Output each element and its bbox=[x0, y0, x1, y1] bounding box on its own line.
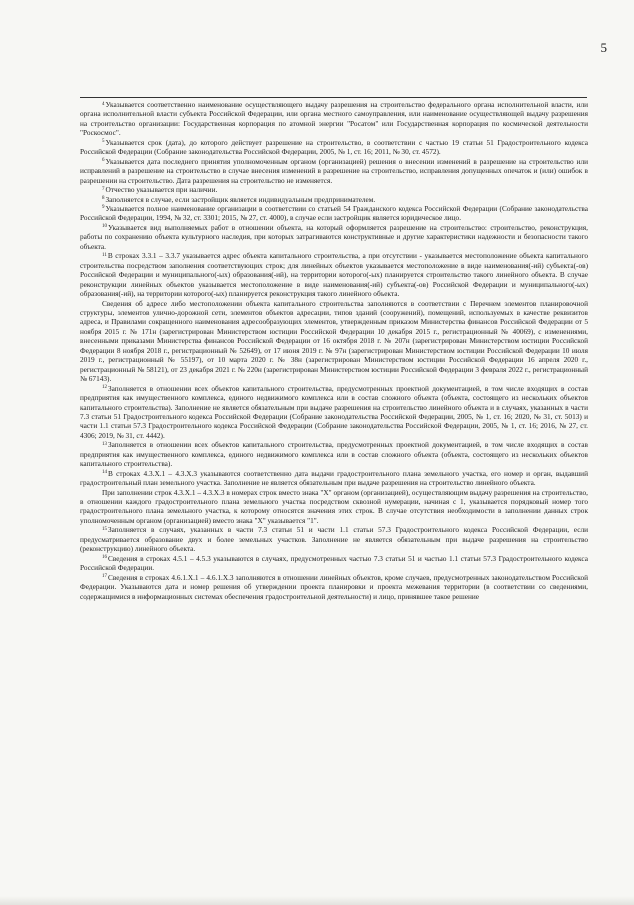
footnote-9 bbox=[80, 204, 588, 223]
footnote-text: Заполняется в случае, если застройщик является индивидуальным предпринимателем. bbox=[105, 194, 376, 204]
footnote-17 bbox=[80, 573, 588, 601]
footnote-text: Заполняется в отношении всех объектов капитального строительства, предусмотренных проектной документацией, в том числе входящих в состав предприятия как имущественного комплекса, единого недвижимого комплекса или в состав сложного объекта (объекта, состоящего из нескольких объектов капитального строительства). bbox=[80, 440, 588, 469]
footnote-text: Отчество указывается при наличии. bbox=[105, 185, 218, 195]
footnote-text: Сведения в строках 4.6.1.X.1 – 4.6.1.X.3 заполняются в отношении линейных объектов, кроме случаев, предусмотренных законодательством Российской Федерации. Указываются дата и номер решения об утверждении проекта планировки и проекта межевания территории (в соответствии со сведениями, содержащимися в информационных системах обеспечения градостроительной деятельности) и лицо, принявшее такое решение bbox=[80, 572, 588, 601]
footnote-mark: 4 bbox=[102, 101, 105, 107]
footnote-mark: 11 bbox=[102, 252, 107, 258]
scan-edge bbox=[0, 896, 634, 905]
footnote-mark: 16 bbox=[102, 555, 107, 561]
footnote-mark: 15 bbox=[102, 526, 107, 532]
footnote-11 bbox=[80, 251, 588, 298]
footnote-text: Сведения об адресе либо местоположении объекта капитального строительства заполняются в соответствии с Перечнем элементов планировочной структуры, элементов улично-дорожной сети, элементов объектов адресации, типов зданий (сооружений), помещений, используемых в качестве реквизитов адреса, и Правилами сокращенного наименования адресообразующих элементов, утвержденным приказом Министерства финансов Российской Федерации от 5 ноября 2015 г. № 171н (зарегистрирован Министерством юстиции Российской Федерации 10 декабря 2015 г., регистрационный № 40069), с изменениями, внесенными приказами Министерства финансов Российской Федерации от 16 октября 2018 г. № 207н (зарегистрирован Министерством юстиции Российской Федерации 8 ноября 2018 г., регистрационный № 52649), от 17 июня 2019 г. № 97н (зарегистрирован Министерством юстиции Российской Федерации 10 июля 2019 г., регистрационный № 55197), от 10 марта 2020 г. № 38н (зарегистрирован Министерством юстиции Российской Федерации 16 апреля 2020 г., регистрационный № 58121), от 23 декабря 2021 г. № 220н (зарегистрирован Министерством юстиции Российской Федерации 3 февраля 2022 г., регистрационный № 67143). bbox=[80, 298, 588, 384]
footnote-5 bbox=[80, 138, 588, 157]
footnote-text: Указывается соответственно наименование осуществляющего выдачу разрешения на строительство федерального органа исполнительной власти, или органа исполнительной власти субъекта Российской Федерации, или органа местного самоуправления, или наименование осуществляющей выдачу разрешения на строительство организации: Государственная корпорация по атомной энергии "Росатом" или Государственная корпорация по космической деятельности "Роскосмос". bbox=[80, 100, 588, 138]
footnote-15 bbox=[80, 525, 588, 553]
footnote-text: Указывается дата последнего принятия уполномоченным органом (организацией) решения о внесении изменений в разрешение на строительство или исправлений в разрешение на строительство в случае внесения изменений в разрешение на строительство, исправления допущенных опечаток и (или) ошибок в разрешении на строительство. Дата разрешения на строительство не изменяется. bbox=[80, 156, 588, 185]
footnote-13 bbox=[80, 440, 588, 468]
footnote-text: Сведения в строках 4.5.1 – 4.5.3 указываются в случаях, предусмотренных частью 7.3 статьи 51 и частью 1.1 статьи 57.3 Градостроительного кодекса Российской Федерации. bbox=[80, 553, 588, 573]
footnote-text: Заполняется в случаях, указанных в части 7.3 статьи 51 и части 1.1 статьи 57.3 Градостроительного кодекса Российской Федерации, если предусматривается образование двух и более земельных участков. Заполнение не является обязательным при выдаче разрешения на строительство (реконструкцию) линейного объекта. bbox=[80, 525, 588, 554]
footnote-14 bbox=[80, 469, 588, 488]
footnote-mark: 17 bbox=[102, 574, 107, 580]
page-number: 5 bbox=[600, 40, 607, 55]
footnote-continuation bbox=[80, 488, 588, 526]
footnote-7 bbox=[80, 185, 588, 194]
footnote-12 bbox=[80, 384, 588, 441]
footnotes bbox=[80, 100, 588, 601]
footnote-6 bbox=[80, 157, 588, 185]
footnote-mark: 9 bbox=[102, 205, 105, 211]
footnote-continuation bbox=[80, 299, 588, 384]
footnote-mark: 8 bbox=[102, 196, 105, 202]
footnote-mark: 12 bbox=[102, 385, 107, 391]
footnote-text: Указывается срок (дата), до которого действует разрешение на строительство, в соответствии с частью 19 статьи 51 Градостроительного кодекса Российской Федерации (Собрание законодательства Российской Федерации, 2005, № 1, ст. 16; 2011, № 30, ст. 4572). bbox=[80, 137, 588, 157]
footnote-mark: 7 bbox=[102, 186, 105, 192]
footnote-8 bbox=[80, 195, 588, 204]
footnote-text: В строках 3.3.1 – 3.3.7 указывается адрес объекта капитального строительства, а при отсутствии - указывается местоположение объекта капитального строительства посредством заполнения соответствующих строк; для линейных объектов указывается местоположение в виде наименования(-ий) субъекта(-ов) Российской Федерации и муниципального(-ых) образования(-ий), на территории которого(-ых) планируется строительство такого линейного объекта. В случае реконструкции линейных объектов указывается местоположение в виде наименования(-ий) субъекта(-ов) Российской Федерации и муниципального(-ых) образования(-ий), на территории которого(-ых) планируется реконструкция такого линейного объекта. bbox=[80, 251, 588, 299]
footnote-text: Указывается вид выполняемых работ в отношении объекта, на который оформляется разрешение на строительство: строительство, реконструкция, работы по сохранению объекта культурного наследия, при которых затрагиваются конструктивные и другие характеристики надежности и безопасности такого объекта. bbox=[80, 222, 588, 251]
footnote-16 bbox=[80, 554, 588, 573]
footnote-mark: 14 bbox=[102, 470, 107, 476]
footnote-separator bbox=[80, 97, 587, 98]
footnote-text: Указывается полное наименование организации в соответствии со статьей 54 Гражданского кодекса Российской Федерации (Собрание законодательства Российской Федерации, 1994, № 32, ст. 3301; 2015, № 27, ст. 4000), в случае если застройщик является юридическое лицо. bbox=[80, 203, 588, 223]
footnote-mark: 6 bbox=[102, 158, 105, 164]
footnote-mark: 5 bbox=[102, 139, 105, 145]
footnote-text: Заполняется в отношении всех объектов капитального строительства, предусмотренных проектной документацией, в том числе входящих в состав предприятия как имущественного комплекса, единого недвижимого комплекса или в состав сложного объекта (объекта, состоящего из нескольких объектов капитального строительства). Заполнение не является обязательным при выдаче разрешения на строительство линейного объекта и в случаях, указанных в части 7.3 статьи 51 Градостроительного кодекса Российской Федерации (Собрание законодательства Российской Федерации, 2005, № 1, ст. 16; 2020, № 31, ст. 5013) и части 1.1 статьи 57.3 Градостроительного кодекса Российской Федерации (Собрание законодательства Российской Федерации, 2005, № 1, ст. 16; 2016, № 27, ст. 4306; 2019, № 31, ст. 4442). bbox=[80, 383, 588, 440]
footnote-10 bbox=[80, 223, 588, 251]
footnote-text: В строках 4.3.X.1 – 4.3.X.3 указываются соответственно дата выдачи градостроительного плана земельного участка, его номер и орган, выдавший градостроительный план земельного участка. Заполнение не является обязательным при выдаче разрешения на строительство линейного объекта. bbox=[80, 468, 588, 488]
footnote-mark: 10 bbox=[102, 224, 107, 230]
footnote-text: При заполнении строк 4.3.X.1 – 4.3.X.3 в номерах строк вместо знака "X" органом (организацией), осуществляющим выдачу разрешения на строительство, в отношении каждого градостроительного плана земельного участка посредством сквозной нумерации, начиная с 1, указывается порядковый номер того градостроительного плана земельного участка, к которому относятся значения этих строк. В случае отсутствия необходимости в заполнении данных строк уполномоченным органом (организацией) вместо знака "X" указывается "1". bbox=[80, 487, 588, 525]
footnote-mark: 13 bbox=[102, 441, 107, 447]
footnote-4 bbox=[80, 100, 588, 138]
